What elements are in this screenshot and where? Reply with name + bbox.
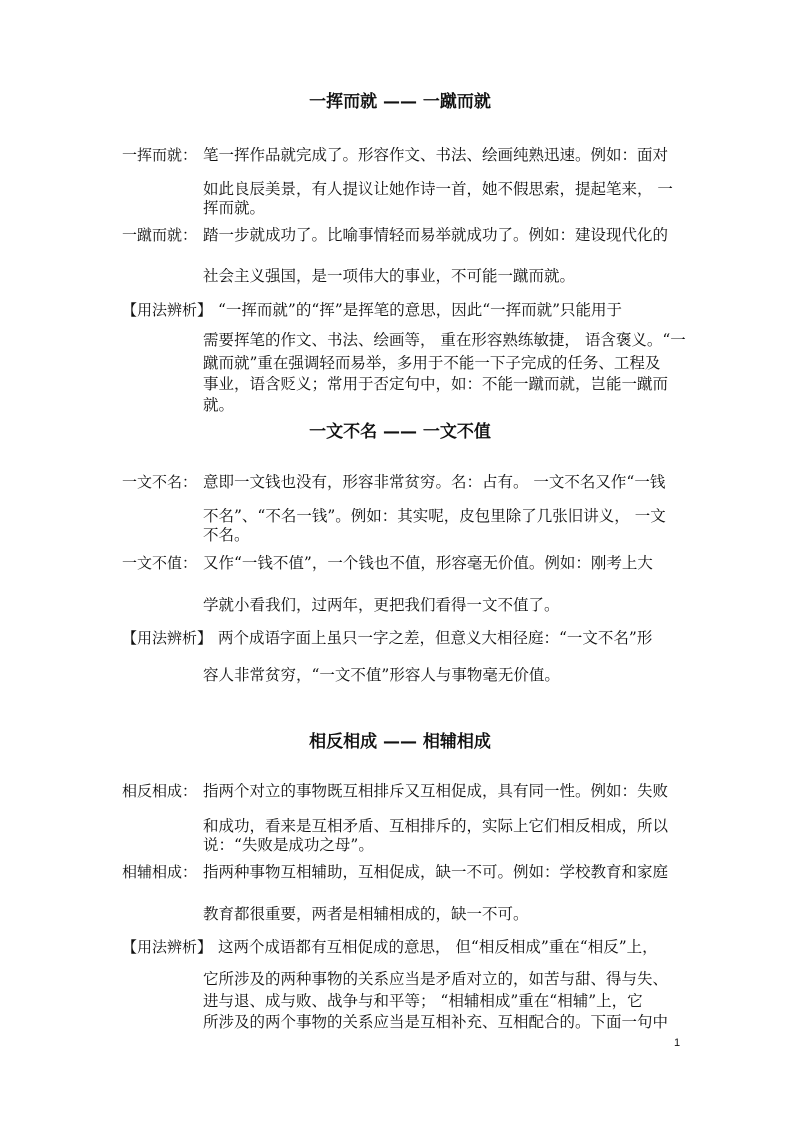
- entry-line: 蹴而就”重在强调轻而易举，多用于不能一下子完成的任务、工程及: [203, 354, 661, 372]
- entry-line: 笔一挥作品就完成了。形容作文、书法、绘画纯熟迅速。例如：面对: [203, 146, 669, 164]
- entry-line: 又作“一钱不值”，一个钱也不值，形容毫无价值。例如：刚考上大: [203, 554, 653, 572]
- usage-analysis-label: 【用法辨析】: [122, 629, 213, 647]
- entry-line: 进与退、成与败、战争与和平等； “相辅相成”重在“相辅”上，它: [203, 992, 643, 1010]
- page-number: 1: [674, 1037, 681, 1049]
- entry-line: 学就小看我们，过两年，更把我们看得一文不值了。: [203, 596, 560, 614]
- entry-line: 指两个对立的事物既互相排斥又互相促成，具有同一性。例如：失败: [203, 782, 669, 800]
- section-title: 一文不名 —— 一文不值: [309, 422, 491, 442]
- entry-line: 不名。: [203, 526, 250, 544]
- entry-label: 一文不名：: [122, 473, 198, 491]
- entry-line: 所涉及的两个事物的关系应当是互相补充、互相配合的。下面一句中: [203, 1013, 669, 1031]
- entry-line: 和成功，看来是互相矛盾、互相排斥的，实际上它们相反相成，所以: [203, 817, 669, 835]
- entry-line: 容人非常贫穷，“一文不值”形容人与事物毫无价值。: [203, 666, 560, 684]
- usage-analysis-label: 【用法辨析】: [122, 938, 213, 956]
- entry-line: 两个成语字面上虽只一字之差，但意义大相径庭：“一文不名”形: [218, 629, 653, 647]
- section-title: 一挥而就 —— 一蹴而就: [309, 92, 491, 112]
- entry-label: 一挥而就：: [122, 146, 198, 164]
- section-title: 相反相成 —— 相辅相成: [309, 732, 491, 752]
- entry-line: 说：“失败是成功之母”。: [203, 836, 374, 854]
- entry-line: 不名”、“不名一钱”。例如：其实呢，皮包里除了几张旧讲义， 一文: [203, 507, 666, 525]
- entry-line: 事业，语含贬义；常用于否定句中，如：不能一蹴而就，岂能一蹴而: [203, 375, 669, 393]
- entry-line: 社会主义强国，是一项伟大的事业，不可能一蹴而就。: [203, 267, 576, 285]
- entry-line: 这两个成语都有互相促成的意思， 但“相反相成”重在“相反”上，: [218, 938, 658, 956]
- entry-line: 意即一文钱也没有，形容非常贫穷。名：占有。 一文不名又作“一钱: [203, 473, 666, 491]
- entry-line: 如此良辰美景，有人提议让她作诗一首，她不假思索，提起笔来， 一: [203, 180, 673, 198]
- entry-label: 相反相成：: [122, 782, 198, 800]
- entry-line: “一挥而就”的“挥”是挥笔的意思，因此“一挥而就”只能用于: [218, 301, 623, 319]
- entry-line: 需要挥笔的作文、书法、绘画等， 重在形容熟练敏捷， 语含褒义。“一: [203, 331, 686, 349]
- entry-line: 挥而就。: [203, 199, 266, 217]
- entry-line: 教育都很重要，两者是相辅相成的，缺一不可。: [203, 905, 529, 923]
- usage-analysis-label: 【用法辨析】: [122, 301, 213, 319]
- entry-label: 相辅相成：: [122, 863, 198, 881]
- entry-label: 一文不值：: [122, 554, 198, 572]
- entry-line: 踏一步就成功了。比喻事情轻而易举就成功了。例如：建设现代化的: [203, 226, 669, 244]
- entry-line: 就。: [203, 396, 235, 414]
- entry-line: 指两种事物互相辅助，互相促成，缺一不可。例如：学校教育和家庭: [203, 863, 669, 881]
- entry-label: 一蹴而就：: [122, 226, 198, 244]
- entry-line: 它所涉及的两种事物的关系应当是矛盾对立的，如苦与甜、得与失、: [203, 970, 669, 988]
